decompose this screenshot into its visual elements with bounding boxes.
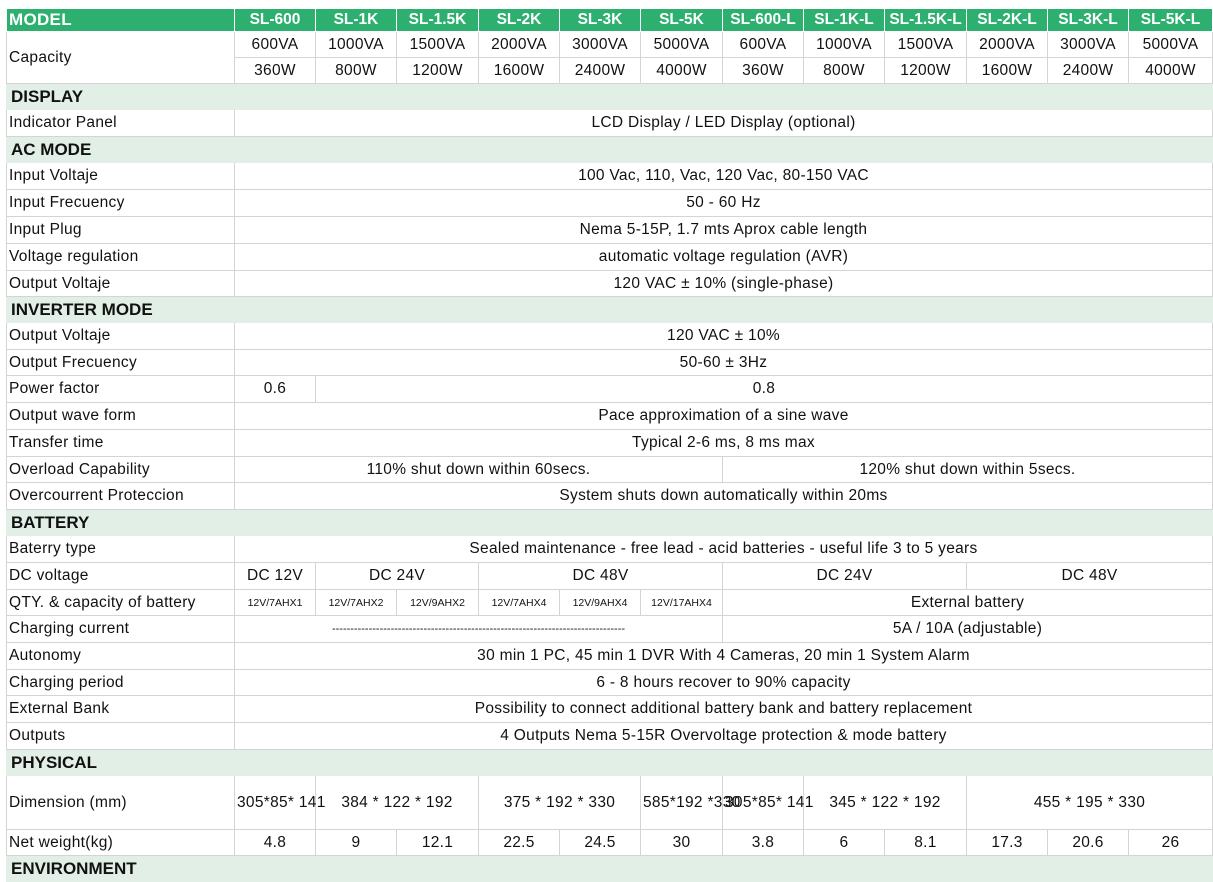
row-value: automatic voltage regulation (AVR) (235, 244, 1213, 271)
spec-row (7, 563, 1213, 590)
row-value: -------------------------------------------------------------------------------- (235, 616, 723, 643)
row-value: 12.1 (397, 830, 479, 856)
model-name: SL-2K-L (967, 9, 1048, 32)
model-name: SL-1.5K-L (885, 9, 967, 32)
spec-row (7, 457, 1213, 483)
capacity-va: 1000VA (804, 32, 885, 58)
row-value: Possibility to connect additional battery bank and battery replacement (235, 696, 1213, 723)
capacity-w: 800W (316, 58, 397, 84)
model-name: SL-5K (641, 9, 723, 32)
row-label: Output Voltaje (7, 323, 235, 350)
row-value: 12V/7AHX2 (316, 590, 397, 616)
row-label: Output wave form (7, 403, 235, 430)
row-value: 12V/7AHX4 (479, 590, 560, 616)
capacity-va: 3000VA (560, 32, 641, 58)
row-value: 585*192 *330 (641, 776, 723, 830)
row-value: 110% shut down within 60secs. (235, 457, 723, 483)
row-value: 384 * 122 * 192 (316, 776, 479, 830)
row-value: 8.1 (885, 830, 967, 856)
capacity-w: 1200W (397, 58, 479, 84)
row-label: Input Voltaje (7, 163, 235, 190)
row-value: 12V/17AHX4 (641, 590, 723, 616)
row-value: 305*85* 141 (723, 776, 804, 830)
model-header-row (7, 9, 1213, 32)
row-value: Pace approximation of a sine wave (235, 403, 1213, 430)
spec-row (7, 643, 1213, 670)
section-title: AC MODE (7, 137, 1213, 163)
row-value: 12V/9AHX4 (560, 590, 641, 616)
section-title: ENVIRONMENT (7, 856, 1213, 882)
capacity-w: 4000W (1129, 58, 1213, 84)
row-value: 0.6 (235, 376, 316, 403)
capacity-va: 5000VA (1129, 32, 1213, 58)
spec-row (7, 217, 1213, 244)
row-value: 9 (316, 830, 397, 856)
row-label: QTY. & capacity of battery (7, 590, 235, 616)
row-label: DC voltage (7, 563, 235, 590)
capacity-w: 1600W (967, 58, 1048, 84)
row-label: Outputs (7, 723, 235, 750)
row-value: 120 VAC ± 10% (single-phase) (235, 271, 1213, 297)
spec-row (7, 403, 1213, 430)
model-label: MODEL (7, 9, 235, 32)
section-environment (7, 856, 1213, 882)
spec-row (7, 190, 1213, 217)
spec-row (7, 830, 1213, 856)
row-label: Autonomy (7, 643, 235, 670)
row-label: Transfer time (7, 430, 235, 457)
row-value: 455 * 195 * 330 (967, 776, 1213, 830)
spec-row (7, 483, 1213, 510)
row-value: External battery (723, 590, 1213, 616)
row-value: 3.8 (723, 830, 804, 856)
row-value: DC 12V (235, 563, 316, 590)
row-value: 6 (804, 830, 885, 856)
spec-row (7, 590, 1213, 616)
capacity-va-row (7, 32, 1213, 58)
spec-row (7, 376, 1213, 403)
model-name: SL-5K-L (1129, 9, 1213, 32)
section-physical (7, 750, 1213, 776)
row-value: 50-60 ± 3Hz (235, 350, 1213, 376)
model-name: SL-1K (316, 9, 397, 32)
row-value: 100 Vac, 110, Vac, 120 Vac, 80-150 VAC (235, 163, 1213, 190)
section-title: BATTERY (7, 510, 1213, 536)
spec-table (6, 8, 1213, 882)
capacity-va: 2000VA (479, 32, 560, 58)
row-value: 305*85* 141 (235, 776, 316, 830)
spec-row (7, 776, 1213, 830)
row-value: 26 (1129, 830, 1213, 856)
section-title: PHYSICAL (7, 750, 1213, 776)
model-name: SL-3K (560, 9, 641, 32)
row-label: Indicator Panel (7, 110, 235, 137)
row-value: 12V/9AHX2 (397, 590, 479, 616)
capacity-va: 3000VA (1048, 32, 1129, 58)
capacity-va: 1500VA (885, 32, 967, 58)
row-value: 17.3 (967, 830, 1048, 856)
row-label: Overload Capability (7, 457, 235, 483)
row-value: 24.5 (560, 830, 641, 856)
row-value: 5A / 10A (adjustable) (723, 616, 1213, 643)
section-title: DISPLAY (7, 84, 1213, 110)
row-label: External Bank (7, 696, 235, 723)
row-label: Output Frecuency (7, 350, 235, 376)
row-label: Charging period (7, 670, 235, 696)
model-name: SL-3K-L (1048, 9, 1129, 32)
row-value: Nema 5-15P, 1.7 mts Aprox cable length (235, 217, 1213, 244)
row-label: Output Voltaje (7, 271, 235, 297)
row-value: 6 - 8 hours recover to 90% capacity (235, 670, 1213, 696)
row-value: 345 * 122 * 192 (804, 776, 967, 830)
capacity-w: 360W (723, 58, 804, 84)
row-value: 22.5 (479, 830, 560, 856)
row-value: DC 48V (967, 563, 1213, 590)
model-name: SL-600 (235, 9, 316, 32)
capacity-va: 600VA (235, 32, 316, 58)
row-value: Sealed maintenance - free lead - acid batteries - useful life 3 to 5 years (235, 536, 1213, 563)
row-value: 120% shut down within 5secs. (723, 457, 1213, 483)
row-value: 30 (641, 830, 723, 856)
spec-row (7, 244, 1213, 271)
row-label: Voltage regulation (7, 244, 235, 271)
model-name: SL-600-L (723, 9, 804, 32)
row-label: Overcourrent Proteccion (7, 483, 235, 510)
section-title: INVERTER MODE (7, 297, 1213, 323)
spec-row (7, 110, 1213, 137)
capacity-w: 2400W (560, 58, 641, 84)
capacity-va: 1000VA (316, 32, 397, 58)
row-value: 20.6 (1048, 830, 1129, 856)
capacity-w: 800W (804, 58, 885, 84)
spec-row (7, 163, 1213, 190)
spec-row (7, 723, 1213, 750)
row-label: Power factor (7, 376, 235, 403)
row-label: Charging current (7, 616, 235, 643)
row-value: DC 48V (479, 563, 723, 590)
row-value: 50 - 60 Hz (235, 190, 1213, 217)
section-battery (7, 510, 1213, 536)
row-label: Input Plug (7, 217, 235, 244)
capacity-w: 360W (235, 58, 316, 84)
section-display (7, 84, 1213, 110)
capacity-va: 5000VA (641, 32, 723, 58)
row-value: DC 24V (723, 563, 967, 590)
row-value: DC 24V (316, 563, 479, 590)
row-value: 120 VAC ± 10% (235, 323, 1213, 350)
row-value: 12V/7AHX1 (235, 590, 316, 616)
section-inverter-mode (7, 297, 1213, 323)
model-name: SL-1.5K (397, 9, 479, 32)
row-value: 0.8 (316, 376, 1213, 403)
capacity-va: 600VA (723, 32, 804, 58)
model-name: SL-2K (479, 9, 560, 32)
capacity-w: 4000W (641, 58, 723, 84)
row-value: Typical 2-6 ms, 8 ms max (235, 430, 1213, 457)
spec-row (7, 430, 1213, 457)
row-value: System shuts down automatically within 20ms (235, 483, 1213, 510)
spec-row (7, 670, 1213, 696)
capacity-va: 1500VA (397, 32, 479, 58)
row-label: Baterry type (7, 536, 235, 563)
row-value: 4.8 (235, 830, 316, 856)
row-value: 4 Outputs Nema 5-15R Overvoltage protection & mode battery (235, 723, 1213, 750)
spec-row (7, 616, 1213, 643)
spec-row (7, 350, 1213, 376)
row-label: Input Frecuency (7, 190, 235, 217)
capacity-w: 1600W (479, 58, 560, 84)
row-value: 375 * 192 * 330 (479, 776, 641, 830)
row-value: 30 min 1 PC, 45 min 1 DVR With 4 Cameras, 20 min 1 System Alarm (235, 643, 1213, 670)
row-label: Dimension (mm) (7, 776, 235, 830)
section-ac-mode (7, 137, 1213, 163)
capacity-w: 2400W (1048, 58, 1129, 84)
spec-row (7, 271, 1213, 297)
row-value: LCD Display / LED Display (optional) (235, 110, 1213, 137)
model-name: SL-1K-L (804, 9, 885, 32)
row-label: Net weight(kg) (7, 830, 235, 856)
spec-row (7, 536, 1213, 563)
capacity-va: 2000VA (967, 32, 1048, 58)
capacity-w: 1200W (885, 58, 967, 84)
spec-row (7, 696, 1213, 723)
spec-row (7, 323, 1213, 350)
capacity-label: Capacity (7, 32, 235, 84)
